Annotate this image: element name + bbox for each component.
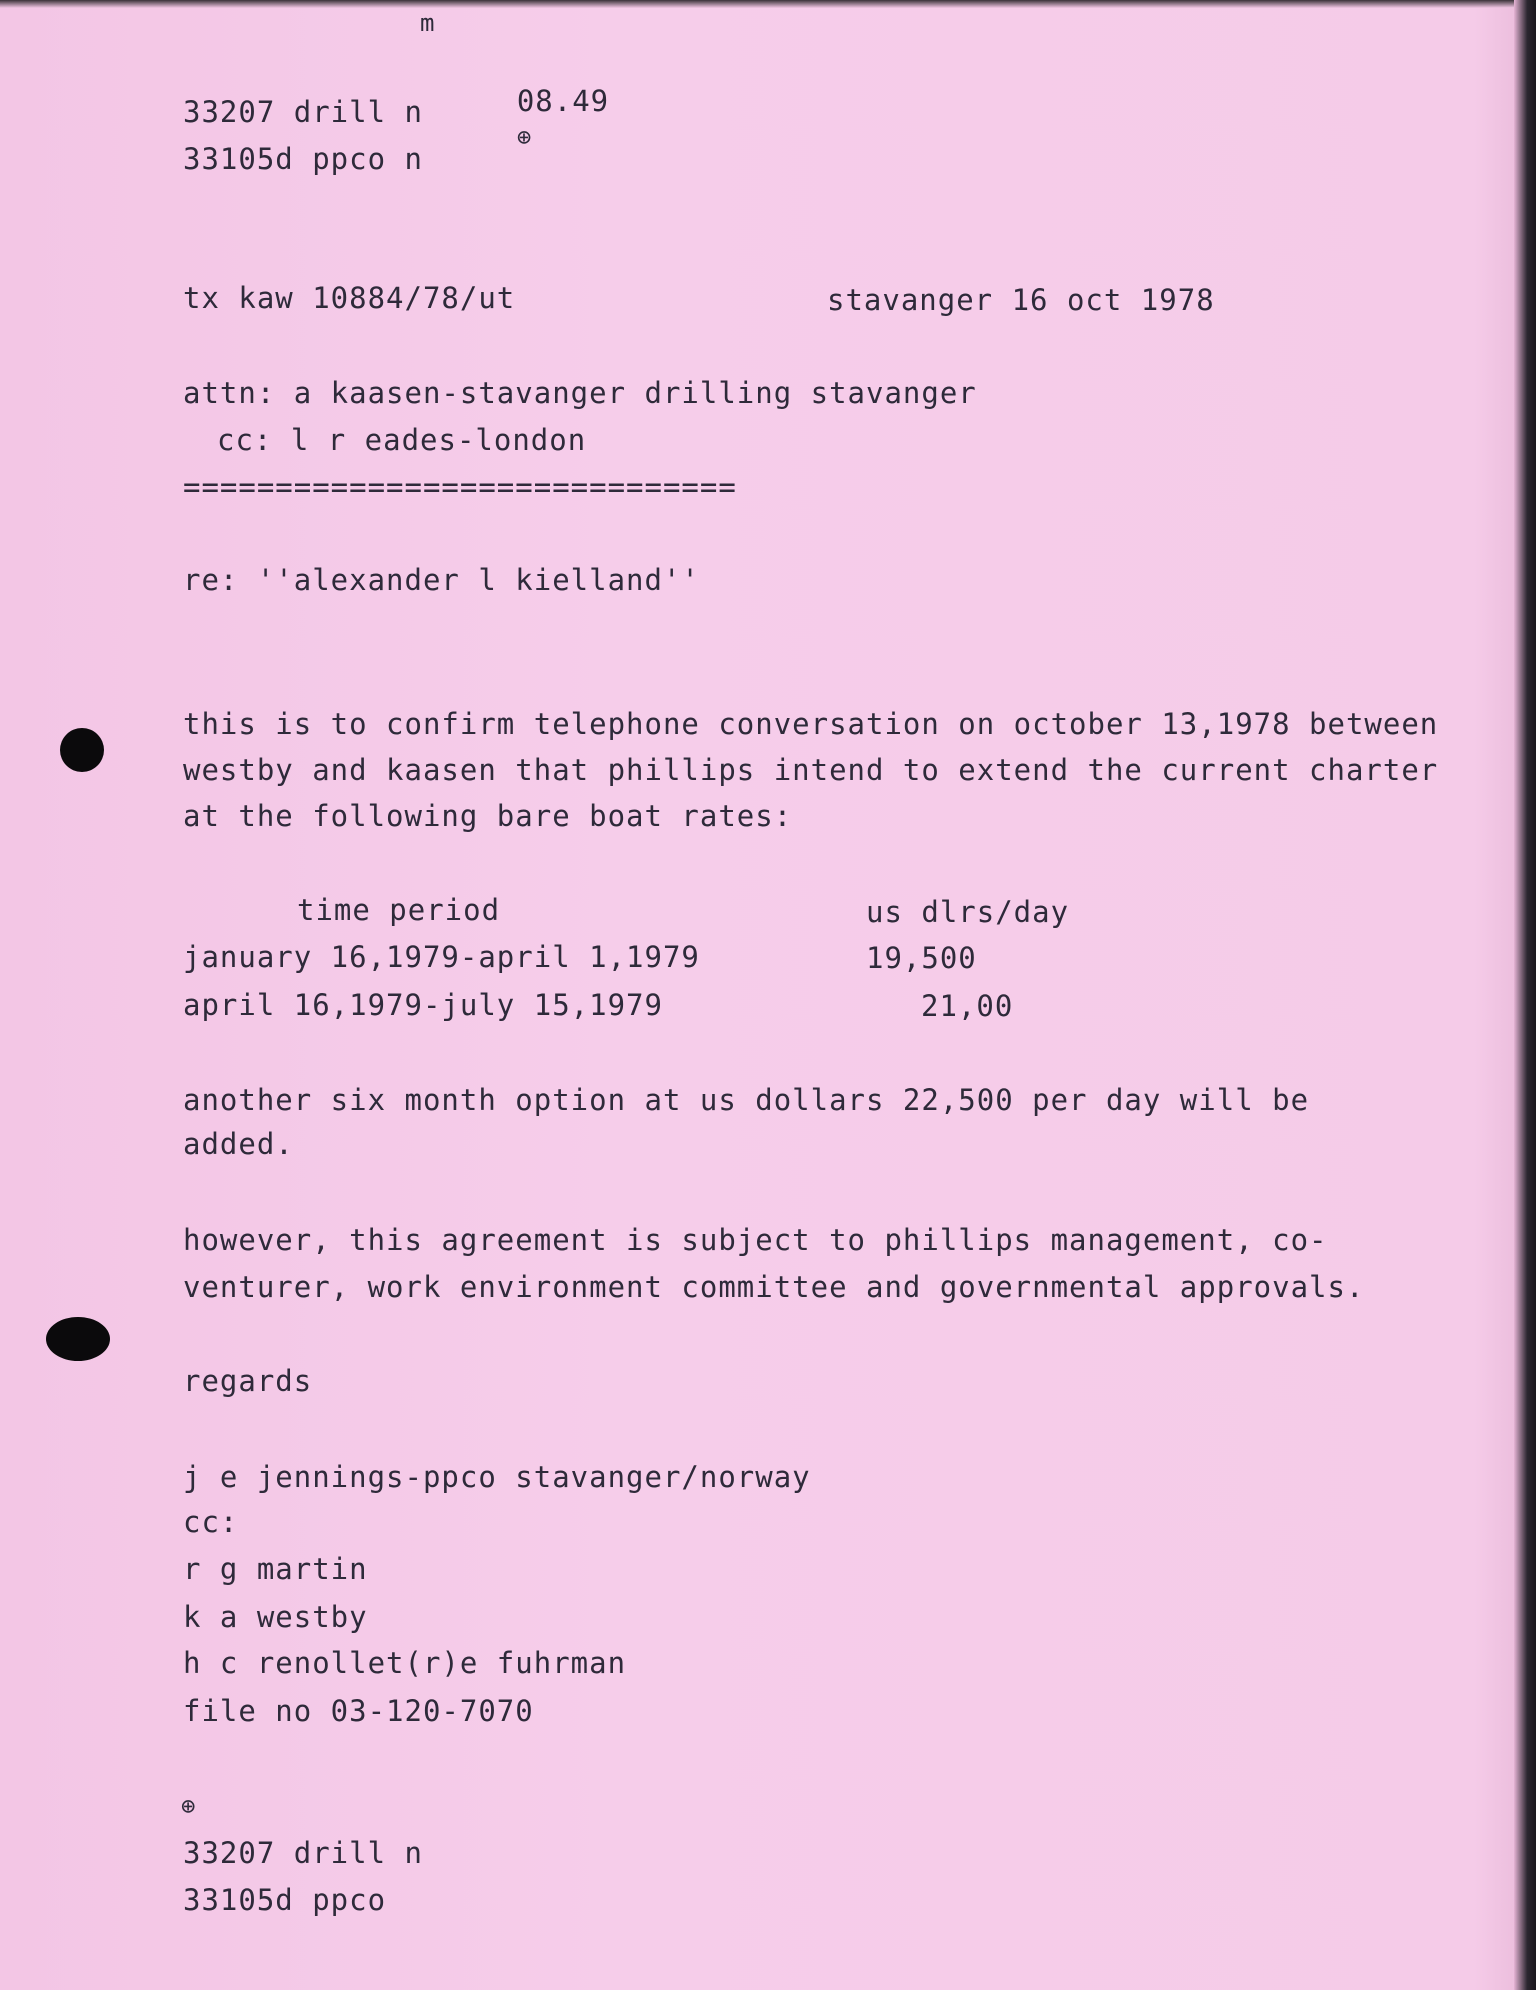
rates-row-2-rate: 21,00	[921, 989, 1014, 1023]
header-answerback-2: 33105d ppco n	[183, 142, 423, 176]
punch-hole-upper	[60, 728, 104, 772]
circled-cross-icon: ⊕	[516, 123, 533, 151]
subject-line: re: ''alexander l kielland''	[183, 563, 700, 597]
body-line-2: westby and kaasen that phillips intend to extend the current charter	[183, 753, 1439, 787]
place-date: stavanger 16 oct 1978	[827, 283, 1215, 317]
separator-rule: ==============================	[183, 470, 737, 504]
approval-line-1: however, this agreement is subject to phillips management, co-	[183, 1223, 1328, 1257]
cc-line: cc: l r eades-london	[217, 423, 587, 457]
header-time	[443, 50, 609, 188]
page-right-edge	[1514, 0, 1536, 1990]
body-line-3: at the following bare boat rates:	[183, 799, 793, 833]
cc-recipient: k a westby	[183, 1600, 368, 1634]
rates-row-2-period: april 16,1979-july 15,1979	[183, 988, 663, 1022]
approval-line-2: venturer, work environment committee and governmental approvals.	[183, 1270, 1365, 1304]
circled-cross-icon: ⊕	[181, 1792, 197, 1820]
rates-row-1-rate: 19,500	[866, 941, 977, 975]
option-line-1: another six month option at us dollars 22,500 per day will be	[183, 1083, 1310, 1117]
body-line-1: this is to confirm telephone conversation on october 13,1978 between	[183, 707, 1439, 741]
telex-reference: tx kaw 10884/78/ut	[183, 281, 516, 315]
punch-hole-lower	[46, 1317, 110, 1361]
cc-recipient: r g martin	[183, 1552, 368, 1586]
header-mark: m	[420, 9, 436, 37]
header-time-text: 08.49	[516, 84, 610, 118]
rates-header-period: time period	[297, 893, 501, 927]
option-line-2: added.	[183, 1127, 294, 1161]
rates-row-1-period: january 16,1979-april 1,1979	[183, 940, 700, 974]
page-top-edge	[0, 0, 1536, 8]
footer-answerback-1: 33207 drill n	[183, 1836, 423, 1870]
header-answerback-1: 33207 drill n	[183, 95, 423, 129]
rates-header-rate: us dlrs/day	[866, 895, 1070, 929]
cc-recipient: h c renollet(r)e fuhrman	[183, 1646, 627, 1680]
cc-label: cc:	[183, 1505, 239, 1539]
footer-answerback-2: 33105d ppco	[183, 1883, 387, 1917]
file-number: file no 03-120-7070	[183, 1694, 534, 1728]
regards: regards	[183, 1364, 313, 1398]
attn-line: attn: a kaasen-stavanger drilling stavanger	[183, 376, 977, 410]
signature: j e jennings-ppco stavanger/norway	[183, 1460, 811, 1494]
